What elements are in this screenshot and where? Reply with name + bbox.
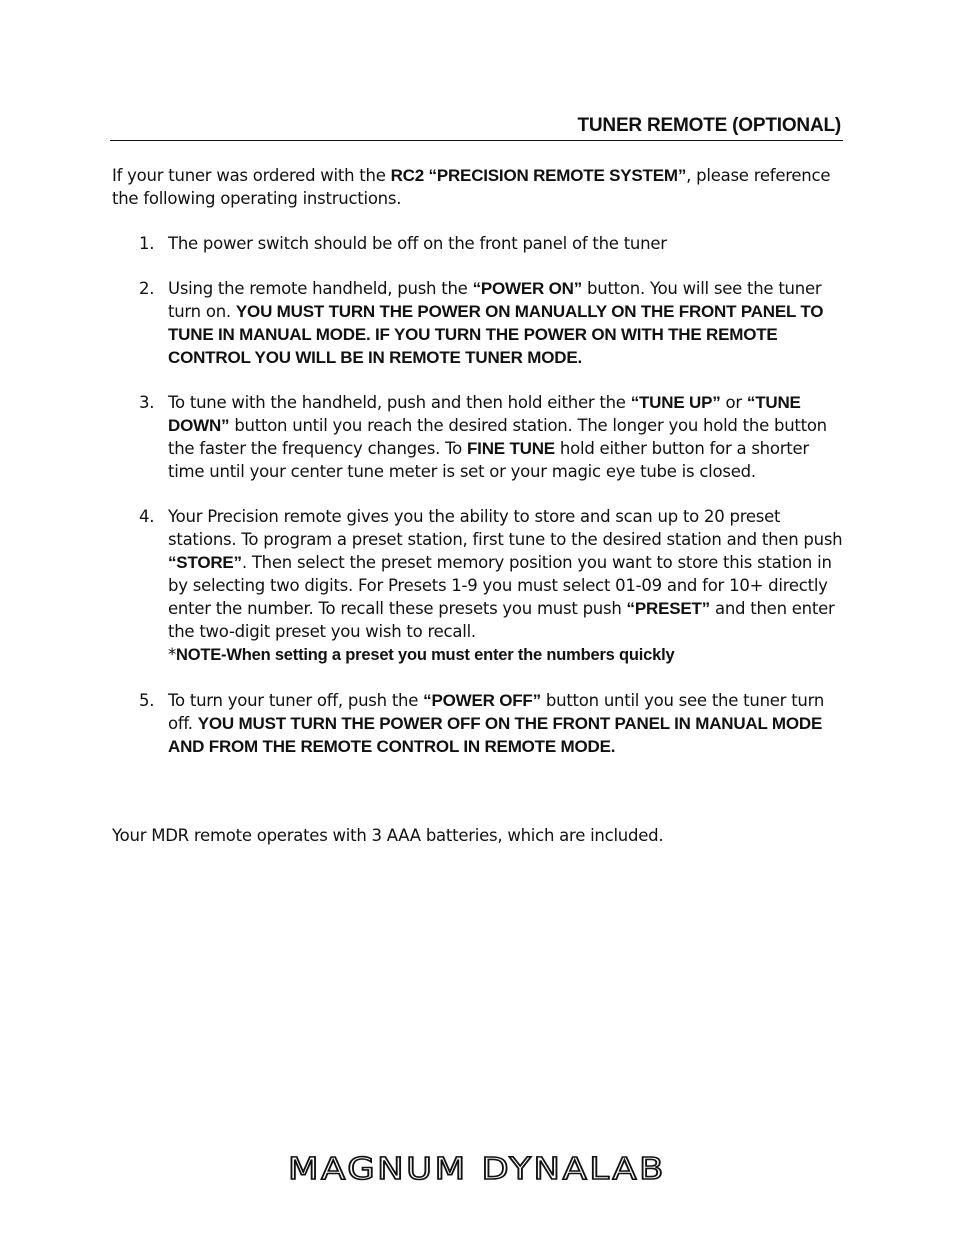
step-text: and then enter the two-digit preset you wish to recall.: [168, 599, 835, 641]
step-warning: YOU MUST TURN THE POWER ON MANUALLY ON THE FRONT PANEL TO TUNE IN MANUAL MODE. IF YOU TURN THE POWER ON WITH THE REMOTE CONTROL YOU WILL BE IN REMOTE TUNER MODE.: [168, 302, 824, 367]
list-item-number: 3.: [139, 393, 155, 412]
button-name: “PRESET”: [626, 599, 710, 618]
page-title: TUNER REMOTE (OPTIONAL): [577, 115, 841, 136]
preset-note: [168, 643, 844, 667]
note-text: -When setting a preset you must enter the numbers quickly: [221, 646, 675, 664]
step-text: The power switch should be off on the front panel of the tuner: [168, 234, 667, 253]
list-item: [112, 277, 844, 369]
list-item: [112, 232, 844, 255]
button-name: “POWER ON”: [472, 279, 583, 298]
svg-text:MAGNUM DYNALAB: MAGNUM DYNALAB: [288, 1152, 666, 1182]
step-text: Your Precision remote gives you the ability to store and scan up to 20 preset stations. To program a preset station, first tune to the desired station and then push: [168, 507, 843, 549]
list-item-number: 1.: [139, 234, 155, 253]
step-text: hold either button for a shorter time until your center tune meter is set or your magic eye tube is closed.: [168, 439, 809, 481]
emphasis-text: FINE TUNE: [467, 439, 555, 458]
page-header: [110, 113, 843, 141]
step-text: or: [720, 393, 747, 412]
step-text: To tune with the handheld, push and then hold either the: [168, 393, 631, 412]
step-text: To turn your tuner off, push the: [168, 691, 424, 710]
list-item-number: 2.: [139, 279, 155, 298]
closing-paragraph: Your MDR remote operates with 3 AAA batteries, which are included.: [112, 826, 664, 845]
intro-product-name: RC2 “PRECISION REMOTE SYSTEM”: [390, 166, 687, 185]
list-item: [112, 505, 844, 667]
step-text: button until you see the tuner turn off.: [168, 691, 825, 733]
intro-paragraph: [112, 164, 832, 210]
step-text: button until you reach the desired station. The longer you hold the button the faster the frequency changes. To: [168, 416, 827, 458]
step-text: button. You will see the tuner turn on.: [168, 279, 822, 321]
button-name: “TUNE UP”: [630, 393, 721, 412]
button-name: “STORE”: [168, 553, 242, 572]
list-item-number: 4.: [139, 507, 155, 526]
step-warning: YOU MUST TURN THE POWER OFF ON THE FRONT PANEL IN MANUAL MODE AND FROM THE REMOTE CONTROL IN REMOTE MODE.: [168, 714, 823, 756]
list-item: [112, 391, 844, 483]
list-item: [112, 689, 844, 758]
intro-text: If your tuner was ordered with the: [112, 166, 391, 185]
button-name: “TUNE DOWN”: [168, 393, 801, 435]
instruction-list: [112, 232, 844, 780]
intro-text-end: , please reference the following operating instructions.: [112, 166, 831, 208]
brand-logo-wordmark: [287, 1152, 667, 1182]
list-item-number: 5.: [139, 691, 155, 710]
step-text: . Then select the preset memory position you want to store this station in by selecting two digits. For Presets 1-9 you must select 01-09 and for 10+ directly enter the number. To recall these presets you must push: [168, 553, 832, 618]
note-asterisk: *: [168, 645, 176, 664]
step-text: Using the remote handheld, push the: [168, 279, 473, 298]
brand-logo: [0, 1152, 954, 1182]
button-name: “POWER OFF”: [423, 691, 541, 710]
note-label: NOTE: [176, 646, 222, 664]
